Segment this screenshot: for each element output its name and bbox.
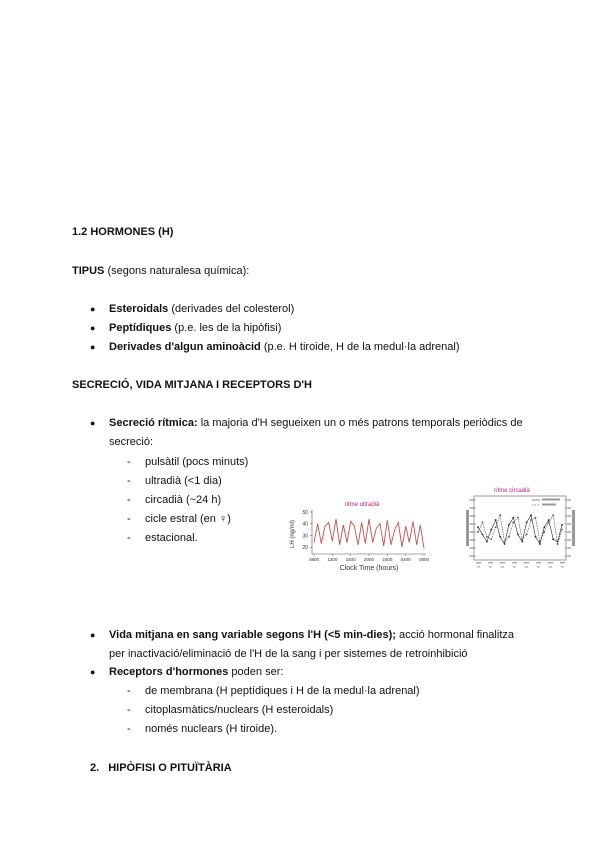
data-point — [548, 522, 550, 524]
pattern-item: pulsàtil (pocs minuts) — [145, 456, 249, 468]
tick-label — [567, 515, 571, 517]
chart-title: ritme circadià — [494, 488, 530, 494]
tick-label — [470, 523, 474, 525]
y-tick-label: 30 — [302, 533, 308, 540]
bullet-icon: ● — [90, 630, 96, 640]
item-rest: (p.e. H tiroide, H de la medul·la adrenal) — [260, 341, 460, 353]
tick-label — [536, 562, 541, 564]
tick-label — [500, 562, 505, 564]
list-item — [109, 321, 281, 335]
section-heading-hipofisi — [90, 761, 232, 775]
data-point — [543, 526, 545, 528]
receptor-item: només nuclears (H tiroide). — [145, 723, 278, 735]
x-tick-label: 2400 — [382, 557, 393, 562]
data-point — [521, 538, 523, 540]
data-point — [526, 522, 528, 524]
data-point — [544, 531, 546, 533]
tick-label — [567, 523, 571, 525]
data-point — [539, 541, 541, 543]
data-point — [552, 538, 554, 540]
dash-icon: - — [127, 513, 131, 525]
data-point — [504, 543, 506, 545]
tick-label — [525, 566, 528, 568]
dash-icon: - — [127, 456, 131, 468]
data-point — [521, 541, 523, 543]
data-point — [548, 519, 550, 521]
data-point — [535, 517, 537, 519]
chart-title: ritme ultradià — [344, 502, 380, 508]
data-point — [552, 514, 554, 516]
tick-label — [470, 531, 474, 533]
data-point — [490, 538, 492, 540]
tick-label — [560, 562, 565, 564]
tipus-line — [72, 264, 249, 278]
tick-label — [476, 562, 481, 564]
data-point — [526, 534, 528, 536]
data-point — [512, 517, 514, 519]
item-bold: Secreció rítmica: — [109, 417, 198, 429]
bullet-icon: ● — [90, 667, 96, 677]
item-bold: Esteroidals — [109, 303, 169, 315]
data-point — [499, 514, 501, 516]
item-rest: acció hormonal finalitza — [395, 629, 514, 641]
y-axis-label-right — [572, 510, 575, 546]
data-point — [539, 543, 541, 545]
data-point — [513, 522, 515, 524]
tick-label — [470, 547, 474, 549]
y-ticks — [302, 510, 312, 551]
right-ticks — [564, 499, 571, 557]
x-tick-label: 0400 — [400, 557, 411, 562]
data-point — [535, 536, 537, 538]
data-point — [508, 536, 510, 538]
data-point — [557, 541, 559, 543]
pattern-item: estacional. — [145, 532, 198, 544]
bullet-icon: ● — [90, 342, 96, 352]
list-item — [109, 665, 283, 679]
section-number: 2. — [90, 762, 100, 774]
tick-label — [512, 562, 517, 564]
dash-icon: - — [127, 685, 131, 697]
data-point — [557, 543, 559, 545]
data-point — [504, 541, 506, 543]
bullet-icon: ● — [90, 418, 96, 428]
item-rest: (p.e. les de la hipòfisi) — [171, 322, 282, 334]
item-bold: Vida mitjana en sang variable segons l'H (<5 min-dies); — [109, 629, 396, 641]
receptor-item: de membrana (H peptídiques i H de la medul·la adrenal) — [145, 685, 420, 697]
tick-label — [567, 555, 571, 557]
tick-label — [548, 562, 553, 564]
tick-label — [488, 562, 493, 564]
x-axis-label: Clock Time (hours) — [339, 565, 399, 572]
tick-label — [537, 566, 540, 568]
data-point — [530, 514, 532, 516]
data-point — [495, 526, 497, 528]
data-point — [561, 529, 563, 531]
dash-icon: - — [127, 494, 131, 506]
y-tick-label: 40 — [302, 521, 308, 528]
tick-label — [567, 507, 571, 509]
section-heading-secrecio: SECRECIÓ, VIDA MITJANA I RECEPTORS D'H — [72, 379, 312, 391]
x-tick-label: 2000 — [363, 557, 375, 562]
x-tick-label: 1200 — [327, 557, 338, 562]
y-axis-label-left — [466, 510, 469, 546]
tick-label — [501, 566, 504, 568]
data-point — [561, 524, 563, 526]
tick-label — [470, 499, 474, 501]
section-heading-hormones: 1.2 HORMONES (H) — [72, 226, 174, 238]
list-item-continuation: secreció: — [109, 436, 154, 448]
data-point — [477, 526, 479, 528]
data-point — [495, 519, 497, 521]
data-point — [482, 522, 484, 524]
tick-label — [470, 507, 474, 509]
tick-label — [477, 566, 480, 568]
tick-label — [567, 547, 571, 549]
list-item — [109, 628, 514, 642]
tick-label — [567, 499, 571, 501]
data-point — [477, 531, 479, 533]
data-point — [486, 541, 488, 543]
item-rest: poden ser: — [228, 666, 284, 678]
x-ticks — [309, 554, 430, 562]
pattern-item: circadià (~24 h) — [145, 494, 222, 506]
tick-label — [567, 531, 571, 533]
list-item — [109, 416, 523, 430]
ultradian-chart — [284, 496, 434, 574]
dash-icon: - — [127, 723, 131, 735]
item-rest: la majoria d'H segueixen un o més patrons temporals periòdics de — [197, 417, 523, 429]
dash-icon: - — [127, 704, 131, 716]
tipus-desc: (segons naturalesa química): — [104, 265, 250, 277]
y-tick-label: 20 — [302, 545, 308, 552]
x-tick-label: 1600 — [345, 557, 356, 562]
section-title: HIPÒFISI O PITUÏTÀRIA — [108, 762, 232, 774]
data-point — [530, 519, 532, 521]
left-ticks — [470, 499, 477, 557]
receptor-item: citoplasmàtics/nuclears (H esteroidals) — [145, 704, 334, 716]
pattern-item: ultradià (<1 dia) — [145, 475, 222, 487]
tick-label — [489, 566, 492, 568]
item-rest: (derivades del colesterol) — [168, 303, 295, 315]
y-axis-label: LH (ng/ml) — [290, 519, 296, 549]
tick-label — [470, 539, 474, 541]
tick-label — [549, 566, 552, 568]
y-tick-label: 50 — [302, 510, 308, 516]
data-point — [499, 536, 501, 538]
bullet-icon: ● — [90, 323, 96, 333]
data-point — [482, 534, 484, 536]
tick-label — [470, 515, 474, 517]
legend — [532, 499, 560, 506]
data-point — [490, 529, 492, 531]
tick-label — [513, 566, 516, 568]
item-bold: Peptídiques — [109, 322, 172, 334]
list-item — [109, 302, 294, 316]
x-tick-label: 0800 — [418, 557, 430, 562]
x-tick-labels — [476, 562, 565, 568]
data-point — [486, 536, 488, 538]
plot-frame — [474, 496, 566, 560]
data-point — [517, 517, 519, 519]
pattern-item: cicle estral (en ♀) — [145, 513, 231, 525]
lh-series-line — [314, 519, 424, 548]
tipus-label: TIPUS — [72, 265, 105, 277]
dash-icon: - — [127, 475, 131, 487]
list-item — [109, 340, 460, 354]
item-bold: Derivades d'algun aminoàcid — [109, 341, 261, 353]
bullet-icon: ● — [90, 304, 96, 314]
tick-label — [470, 555, 474, 557]
tick-label — [561, 566, 564, 568]
list-item-continuation: per inactivació/eliminació de l'H de la sang i per sistemes de retroinhibició — [109, 648, 468, 660]
data-point — [508, 524, 510, 526]
item-bold: Receptors d'hormones — [109, 666, 229, 678]
tick-label — [524, 562, 529, 564]
data-point — [517, 534, 519, 536]
tick-label — [567, 539, 571, 541]
x-tick-label: 0800 — [308, 557, 320, 562]
circadian-chart — [462, 484, 580, 576]
dash-icon: - — [127, 532, 131, 544]
